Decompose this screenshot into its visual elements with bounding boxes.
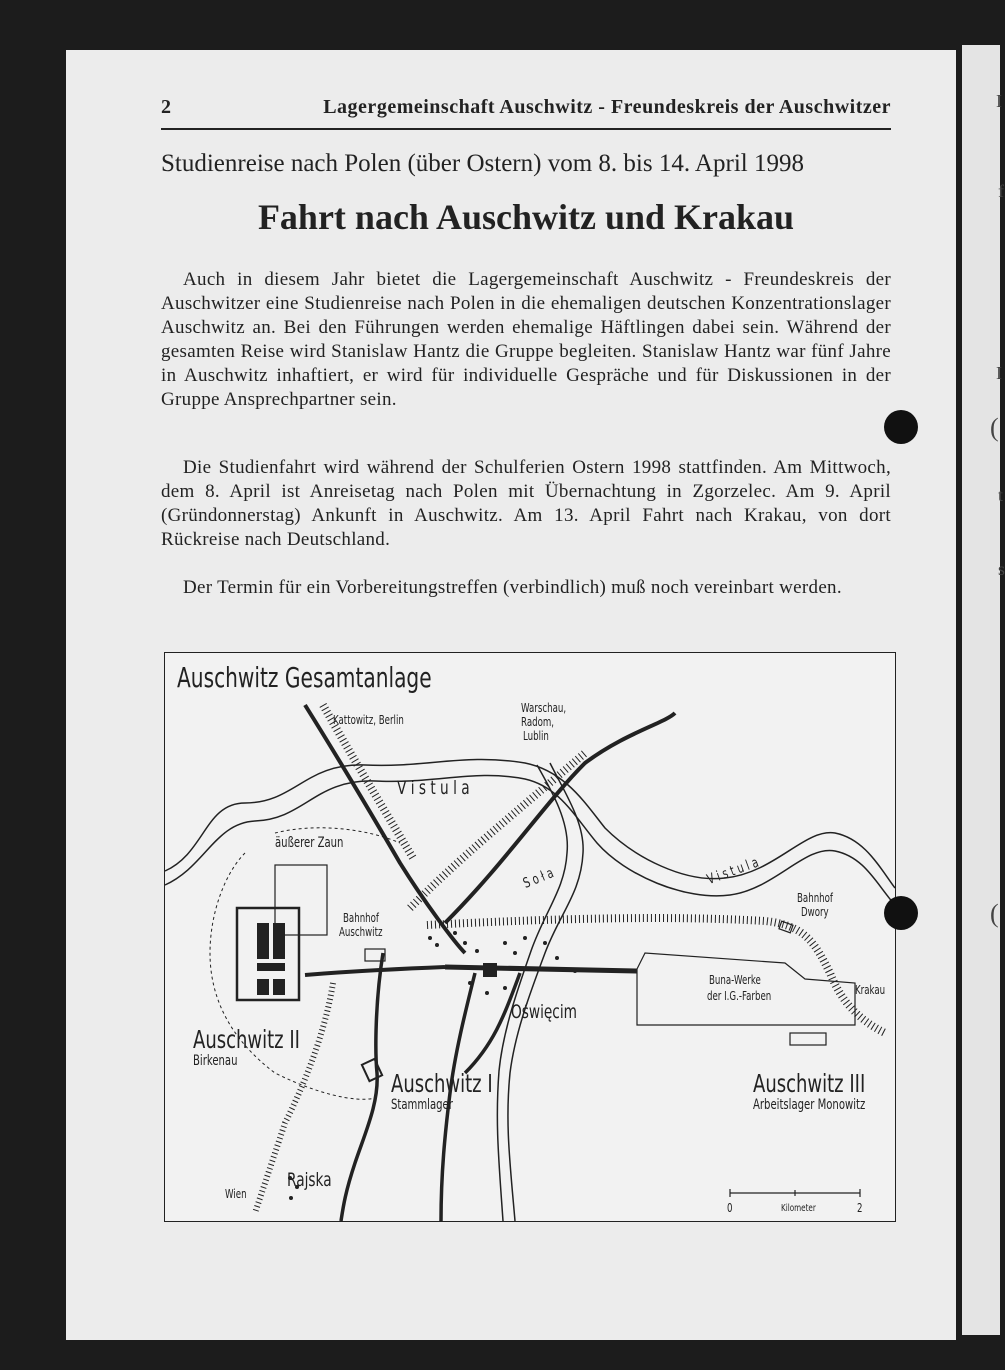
birkenau-barracks-d xyxy=(257,979,269,995)
railway-kattowitz xyxy=(305,705,465,953)
adjacent-page-edge xyxy=(962,45,1005,1335)
scale-label-two: 2 xyxy=(857,1201,863,1215)
label-auschwitz-station: Auschwitz xyxy=(339,925,383,939)
edge-text: I xyxy=(996,91,1002,111)
edge-text: t xyxy=(998,485,1004,505)
label-kattowitz: Kattowitz, Berlin xyxy=(333,713,404,727)
oswiecim-square xyxy=(483,963,497,977)
road-oswiecim xyxy=(445,967,637,971)
town-dot xyxy=(513,951,517,955)
header-title: Lagergemeinschaft Auschwitz - Freundeskreis der Auschwitzer xyxy=(323,96,891,118)
town-dot xyxy=(485,991,489,995)
scale-label-zero: 0 xyxy=(727,1201,733,1215)
label-auschwitz-ii: Auschwitz II xyxy=(193,1025,300,1054)
monowitz-camp xyxy=(790,1033,826,1045)
edge-text: ( xyxy=(990,413,999,442)
label-wien: Wien xyxy=(225,1187,247,1201)
town-dot xyxy=(573,969,577,973)
sola-river-west xyxy=(497,765,567,1221)
auschwitz-map xyxy=(164,652,896,1222)
map-scale xyxy=(730,1189,860,1197)
label-birkenau: Birkenau xyxy=(193,1053,238,1069)
auschwitz-i-camp xyxy=(362,1059,382,1081)
sola-river-east xyxy=(508,763,583,1221)
map-title: Auschwitz Gesamtanlage xyxy=(177,661,432,694)
label-vistula-east: V i s t u l a xyxy=(705,854,761,889)
label-stammlager: Stammlager xyxy=(391,1097,453,1113)
page-header xyxy=(161,96,891,130)
label-warschau: Warschau, xyxy=(521,701,567,715)
label-lublin: Lublin xyxy=(523,729,549,743)
birkenau-barracks-e xyxy=(273,979,285,995)
paragraph: Der Termin für ein Vorbereitungstreffen (verbindlich) muß noch vereinbart werden. xyxy=(183,577,842,598)
label-buna-werke: Buna-Werke xyxy=(709,973,761,987)
article-headline: Fahrt nach Auschwitz und Krakau xyxy=(257,197,795,237)
document-page xyxy=(66,50,956,1340)
edge-text: s xyxy=(998,559,1005,579)
label-ig-farben: der I.G.-Farben xyxy=(707,989,772,1003)
label-monowitz: Arbeitslager Monowitz xyxy=(753,1097,866,1113)
birkenau-camp xyxy=(237,865,327,1000)
label-bahnhof-auschwitz: Bahnhof xyxy=(343,911,379,925)
town-dot xyxy=(475,949,479,953)
punch-hole xyxy=(884,896,918,930)
town-dot xyxy=(543,941,547,945)
article-subtitle: Studienreise nach Polen (über Ostern) vom 8. bis 14. April 1998 xyxy=(161,150,804,177)
town-dot xyxy=(463,941,467,945)
label-vistula-north: V i s t u l a xyxy=(397,777,470,799)
town-dot xyxy=(503,941,507,945)
railway-birkenau xyxy=(305,967,445,975)
label-sola: S o ł a xyxy=(521,865,556,892)
edge-text: f xyxy=(998,181,1004,201)
label-rajska: Rajska xyxy=(287,1169,332,1191)
town-dot xyxy=(468,981,472,985)
birkenau-barracks-c xyxy=(257,963,285,971)
paragraph: Die Studienfahrt wird während der Schulferien Ostern 1998 stattfinden. Am Mittwoch, dem 8. April ist Anreisetag nach Polen mit Übernachtung in Zgorzelec. Am 9. April (Gründonnerstag) Ankunft in Auschwitz. Am 13. April Fahrt nach Krakau, von dort Rückreise nach Deutschland. xyxy=(161,457,891,550)
scale-label-unit: Kilometer xyxy=(781,1203,816,1214)
label-auschwitz-i: Auschwitz I xyxy=(391,1069,493,1098)
town-dot xyxy=(453,931,457,935)
map-fences xyxy=(210,828,400,1099)
town-dot xyxy=(523,936,527,940)
label-oswiecim: Oświęcim xyxy=(511,1001,577,1023)
road-rajska xyxy=(341,953,383,1221)
label-dwory: Dwory xyxy=(801,905,829,919)
punch-hole xyxy=(884,410,918,444)
birkenau-barracks-b xyxy=(273,923,285,959)
town-dot xyxy=(435,943,439,947)
paragraph: Auch in diesem Jahr bietet die Lagergemeinschaft Auschwitz - Freundeskreis der Auschwitzer eine Studienreise nach Polen in die ehemaligen deutschen Konzentrationslager Auschwitz an. Bei den Führungen werden ehemalige Häftlingen dabei sein. Während der gesamten Reise wird Stanislaw Hantz die Gruppe begleiten. Stanislaw Hantz war fünf Jahre in Auschwitz inhaftiert, er wird für individuelle Gespräche und für Diskussionen in der Gruppe Ansprechpartner sein. xyxy=(161,269,891,410)
town-dot xyxy=(503,986,507,990)
label-krakau: Krakau xyxy=(855,983,886,997)
label-bahnhof-dwory: Bahnhof xyxy=(797,891,833,905)
label-aeusserer-zaun: äußerer Zaun xyxy=(275,835,344,851)
birkenau-barracks-a xyxy=(257,923,269,959)
railway-warschau xyxy=(445,713,675,923)
label-radom: Radom, xyxy=(521,715,555,729)
edge-text: I xyxy=(996,363,1002,383)
town-dot xyxy=(555,956,559,960)
town-dot xyxy=(289,1196,293,1200)
edge-text: ( xyxy=(990,899,999,928)
town-dot xyxy=(428,936,432,940)
page-number: 2 xyxy=(161,96,171,118)
label-auschwitz-iii: Auschwitz III xyxy=(753,1069,866,1098)
